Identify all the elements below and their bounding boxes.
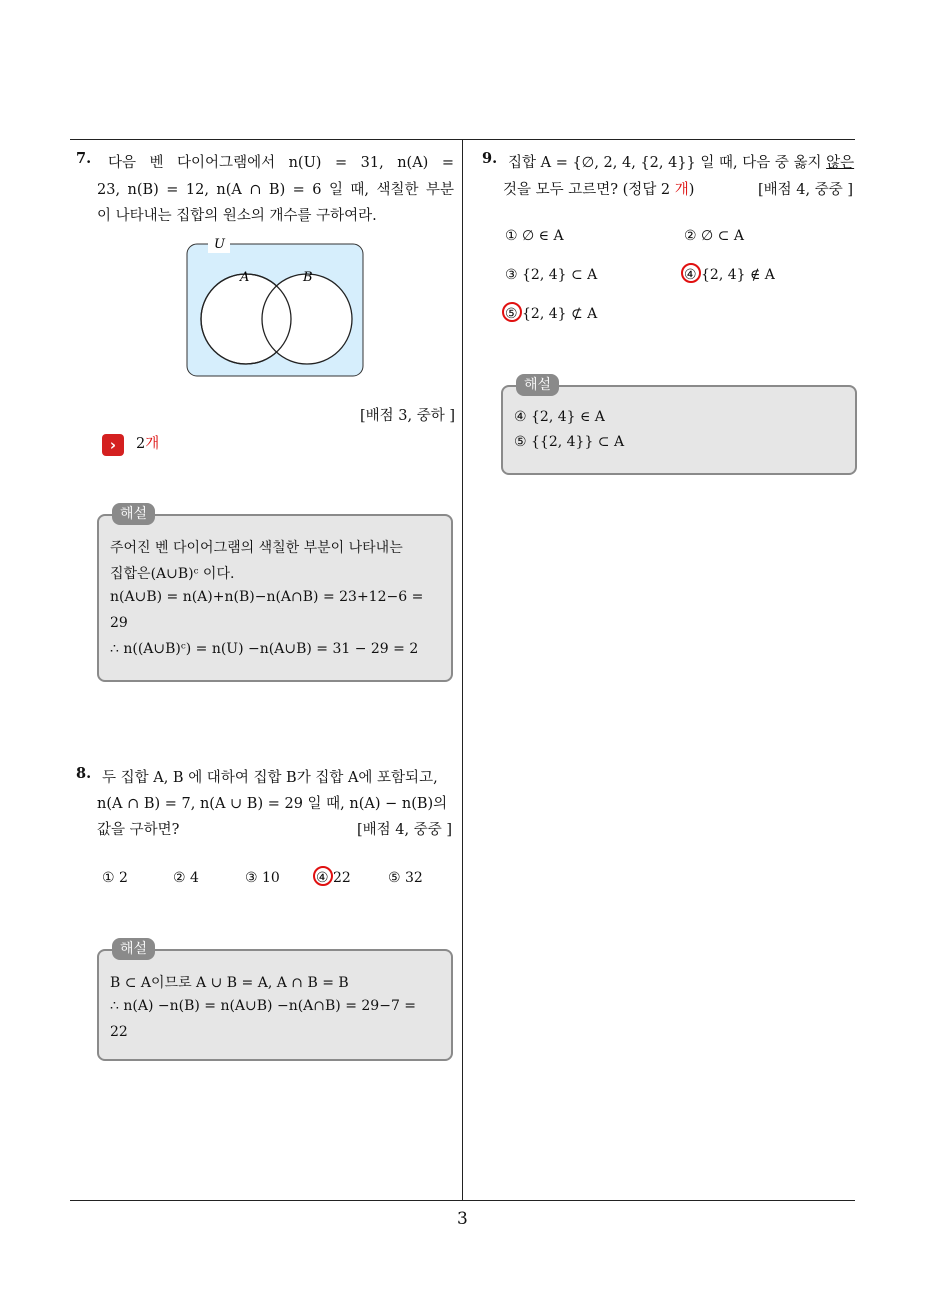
solution-line: 집합은(A∪B)ᶜ 이다. [110,566,235,582]
choice-3[interactable]: ③ 10 [245,870,280,886]
question-text-line: 값을 구하면? [97,822,180,838]
venn-diagram [180,230,370,382]
label-b: B [303,270,313,285]
question-text-line: 다음 벤 다이어그램에서 n(U) = 31, n(A) = [108,155,454,171]
choice-5[interactable]: ⑤ 32 [388,870,423,886]
underlined-word: 않은 [826,155,855,171]
question-text-line: 23, n(B) = 12, n(A ∩ B) = 6 일 때, 색칠한 부분 [97,182,454,198]
solution-line: n(A∪B) = n(A)+n(B)−n(A∩B) = 23+12−6 = [110,589,424,605]
solution-tag: 해설 [112,503,155,525]
solution-tag: 해설 [112,938,155,960]
answer [136,432,159,453]
question-text-line: 두 집합 A, B 에 대하여 집합 B가 집합 A에 포함되고, [102,770,438,786]
solution-line: 22 [110,1024,128,1040]
question-text-line: 집합 A = {∅, 2, 4, {2, 4}} 일 때, 다음 중 옳지 않은 [508,155,855,171]
question-number: 9. [482,150,498,167]
label-a: A [240,270,250,285]
set-b-circle [262,274,352,364]
column-divider [462,139,463,1201]
choice-2[interactable]: ② 4 [173,870,199,886]
solution-tag: 해설 [516,374,559,396]
solution-line: ④ {2, 4} ∈ A [514,409,605,425]
choice-4[interactable]: ④ {2, 4} ∉ A [684,267,775,283]
question-text-line: 이 나타내는 집합의 원소의 개수를 구하여라. [97,208,377,224]
choice-2[interactable]: ② ∅ ⊂ A [684,228,744,244]
question-text-line: n(A ∩ B) = 7, n(A ∪ B) = 29 일 때, n(A) − n(B)의 [97,796,448,812]
solution-line: 주어진 벤 다이어그램의 색칠한 부분이 나타내는 [110,540,403,556]
solution-line: ∴ n((A∪B)ᶜ) = n(U) −n(A∪B) = 31 − 29 = 2 [110,641,419,657]
page-number: 3 [457,1209,468,1229]
solution-line: ⑤ {{2, 4}} ⊂ A [514,434,625,450]
solution-line: B ⊂ A이므로 A ∪ B = A, A ∩ B = B [110,975,349,991]
question-number: 7. [76,150,92,167]
bottom-rule [70,1200,855,1201]
solution-line: ∴ n(A) −n(B) = n(A∪B) −n(A∩B) = 29−7 = [110,998,417,1014]
answer-unit: 개 [145,436,160,452]
points-label: [배점 4, 중중 ] [757,182,853,198]
solution-line: 29 [110,615,128,631]
choice-3[interactable]: ③ {2, 4} ⊂ A [505,267,598,283]
answer-arrow-icon: › [102,434,124,456]
choice-1[interactable]: ① 2 [102,870,128,886]
question-number: 8. [76,765,92,782]
label-u: U [214,237,225,252]
points-label: [배점 3, 중하 ] [359,408,455,424]
choice-4[interactable]: ④ 22 [316,870,351,886]
points-label: [배점 4, 중중 ] [356,822,452,838]
answer-value: 2 [136,436,146,452]
solution-box [501,385,857,475]
question-text-line: 것을 모두 고르면? (정답 2 개) [503,182,695,198]
choice-1[interactable]: ① ∅ ∈ A [505,228,564,244]
choice-5[interactable]: ⑤ {2, 4} ⊄ A [505,306,598,322]
